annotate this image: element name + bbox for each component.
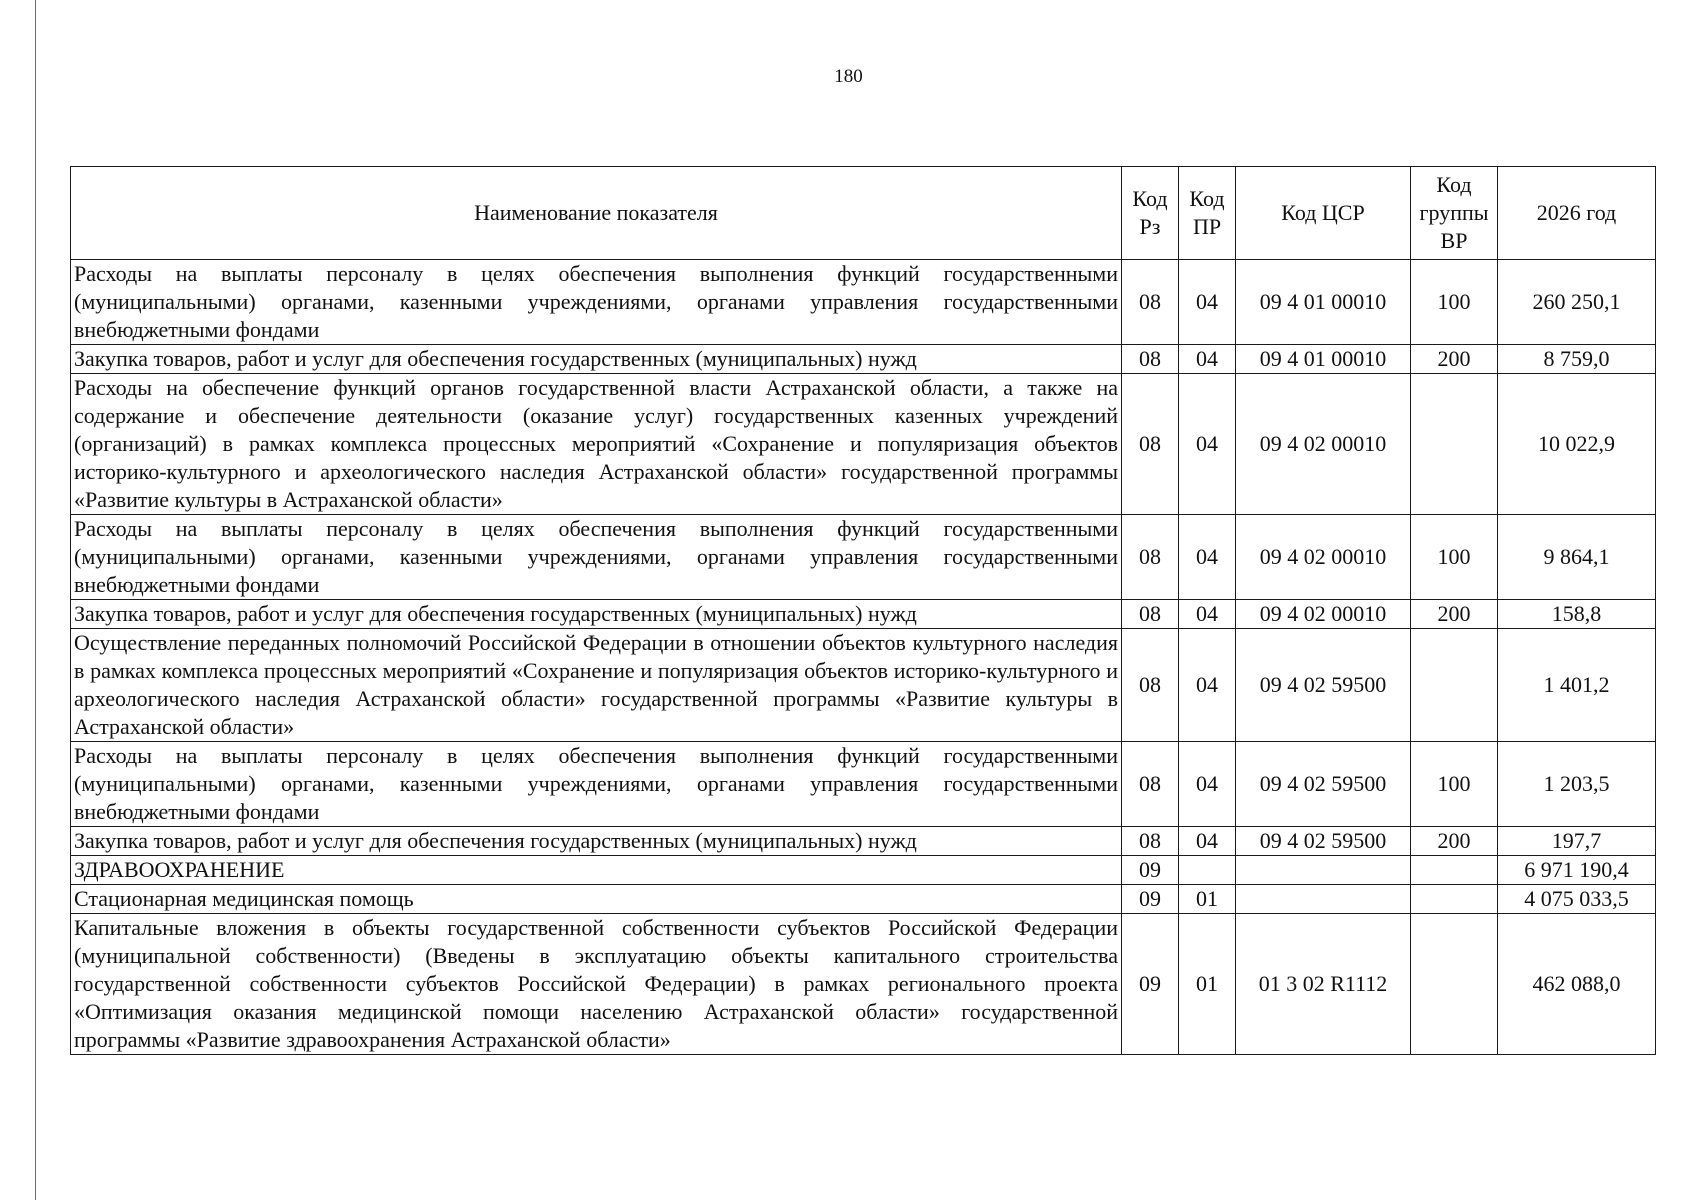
row-vr: [1411, 885, 1498, 914]
table-row: [71, 827, 1656, 856]
row-amount: 158,8: [1498, 600, 1656, 629]
row-csr: 09 4 02 59500: [1236, 827, 1411, 856]
row-amount: 9 864,1: [1498, 515, 1656, 600]
row-csr: 09 4 02 00010: [1236, 374, 1411, 515]
row-pr: [1179, 856, 1236, 885]
row-pr: 04: [1179, 374, 1236, 515]
row-rz: 08: [1122, 374, 1179, 515]
row-name: Капитальные вложения в объекты государственной собственности субъектов Российской Федерации (муниципальной собственности) (Введены в эксплуатацию объекты капитального строительства государственной собственности субъектов Российской Федерации) в рамках регионального проекта «Оптимизация оказания медицинской помощи населению Астраханской области» государственной программы «Развитие здравоохранения Астраханской области»: [71, 914, 1122, 1055]
table-row: [71, 600, 1656, 629]
row-csr: 09 4 02 59500: [1236, 629, 1411, 742]
row-rz: 08: [1122, 600, 1179, 629]
row-vr: 100: [1411, 515, 1498, 600]
row-csr: [1236, 885, 1411, 914]
row-name: Расходы на выплаты персоналу в целях обеспечения выполнения функций государственными (муниципальными) органами, казенными учреждениями, органами управления государственными внебюджетными фондами: [71, 260, 1122, 345]
row-vr: 200: [1411, 600, 1498, 629]
row-pr: 04: [1179, 515, 1236, 600]
table-row: [71, 515, 1656, 600]
row-vr: [1411, 856, 1498, 885]
row-rz: 09: [1122, 856, 1179, 885]
row-csr: 09 4 01 00010: [1236, 345, 1411, 374]
row-pr: 04: [1179, 260, 1236, 345]
row-rz: 08: [1122, 345, 1179, 374]
header-pr: Код ПР: [1179, 167, 1236, 260]
row-vr: [1411, 374, 1498, 515]
row-rz: 08: [1122, 515, 1179, 600]
header-vr: Код группы ВР: [1411, 167, 1498, 260]
row-csr: [1236, 856, 1411, 885]
table-row: [71, 345, 1656, 374]
table-row: [71, 260, 1656, 345]
row-name: Стационарная медицинская помощь: [71, 885, 1122, 914]
row-amount: 8 759,0: [1498, 345, 1656, 374]
row-rz: 09: [1122, 914, 1179, 1055]
header-rz: Код Рз: [1122, 167, 1179, 260]
row-amount: 10 022,9: [1498, 374, 1656, 515]
page-margin-rule: [35, 0, 36, 1200]
row-amount: 1 401,2: [1498, 629, 1656, 742]
row-csr: 09 4 01 00010: [1236, 260, 1411, 345]
row-pr: 04: [1179, 600, 1236, 629]
table-header-row: [71, 167, 1656, 260]
row-amount: 4 075 033,5: [1498, 885, 1656, 914]
page-number: 180: [834, 66, 863, 87]
table-row: [71, 885, 1656, 914]
row-name: Расходы на выплаты персоналу в целях обеспечения выполнения функций государственными (муниципальными) органами, казенными учреждениями, органами управления государственными внебюджетными фондами: [71, 742, 1122, 827]
row-rz: 08: [1122, 260, 1179, 345]
row-rz: 08: [1122, 629, 1179, 742]
row-csr: 09 4 02 59500: [1236, 742, 1411, 827]
row-name: Расходы на выплаты персоналу в целях обеспечения выполнения функций государственными (муниципальными) органами, казенными учреждениями, органами управления государственными внебюджетными фондами: [71, 515, 1122, 600]
row-amount: 260 250,1: [1498, 260, 1656, 345]
row-pr: 04: [1179, 629, 1236, 742]
header-amount: 2026 год: [1498, 167, 1656, 260]
row-pr: 04: [1179, 742, 1236, 827]
budget-table: [70, 166, 1656, 1055]
row-amount: 462 088,0: [1498, 914, 1656, 1055]
row-amount: 197,7: [1498, 827, 1656, 856]
row-name: ЗДРАВООХРАНЕНИЕ: [71, 856, 1122, 885]
row-vr: [1411, 914, 1498, 1055]
row-vr: 200: [1411, 345, 1498, 374]
table-body: [71, 260, 1656, 1055]
row-vr: 100: [1411, 742, 1498, 827]
row-name: Осуществление переданных полномочий Российской Федерации в отношении объектов культурного наследия в рамках комплекса процессных мероприятий «Сохранение и популяризация объектов историко-культурного и археологического наследия Астраханской области» государственной программы «Развитие культуры в Астраханской области»: [71, 629, 1122, 742]
table-row: [71, 629, 1656, 742]
table-row: [71, 856, 1656, 885]
row-name: Закупка товаров, работ и услуг для обеспечения государственных (муниципальных) нужд: [71, 600, 1122, 629]
row-csr: 09 4 02 00010: [1236, 515, 1411, 600]
row-pr: 04: [1179, 345, 1236, 374]
row-pr: 01: [1179, 914, 1236, 1055]
row-pr: 04: [1179, 827, 1236, 856]
row-name: Закупка товаров, работ и услуг для обеспечения государственных (муниципальных) нужд: [71, 345, 1122, 374]
row-rz: 08: [1122, 827, 1179, 856]
row-rz: 08: [1122, 742, 1179, 827]
row-vr: 100: [1411, 260, 1498, 345]
row-name: Закупка товаров, работ и услуг для обеспечения государственных (муниципальных) нужд: [71, 827, 1122, 856]
row-pr: 01: [1179, 885, 1236, 914]
row-amount: 1 203,5: [1498, 742, 1656, 827]
row-csr: 09 4 02 00010: [1236, 600, 1411, 629]
row-amount: 6 971 190,4: [1498, 856, 1656, 885]
row-name: Расходы на обеспечение функций органов государственной власти Астраханской области, а также на содержание и обеспечение деятельности (оказание услуг) государственных казенных учреждений (организаций) в рамках комплекса процессных мероприятий «Сохранение и популяризация объектов историко-культурного и археологического наследия Астраханской области» государственной программы «Развитие культуры в Астраханской области»: [71, 374, 1122, 515]
header-name: Наименование показателя: [71, 167, 1122, 260]
table-row: [71, 914, 1656, 1055]
table-row: [71, 742, 1656, 827]
row-csr: 01 3 02 R1112: [1236, 914, 1411, 1055]
header-csr: Код ЦСР: [1236, 167, 1411, 260]
table-row: [71, 374, 1656, 515]
row-rz: 09: [1122, 885, 1179, 914]
row-vr: 200: [1411, 827, 1498, 856]
row-vr: [1411, 629, 1498, 742]
